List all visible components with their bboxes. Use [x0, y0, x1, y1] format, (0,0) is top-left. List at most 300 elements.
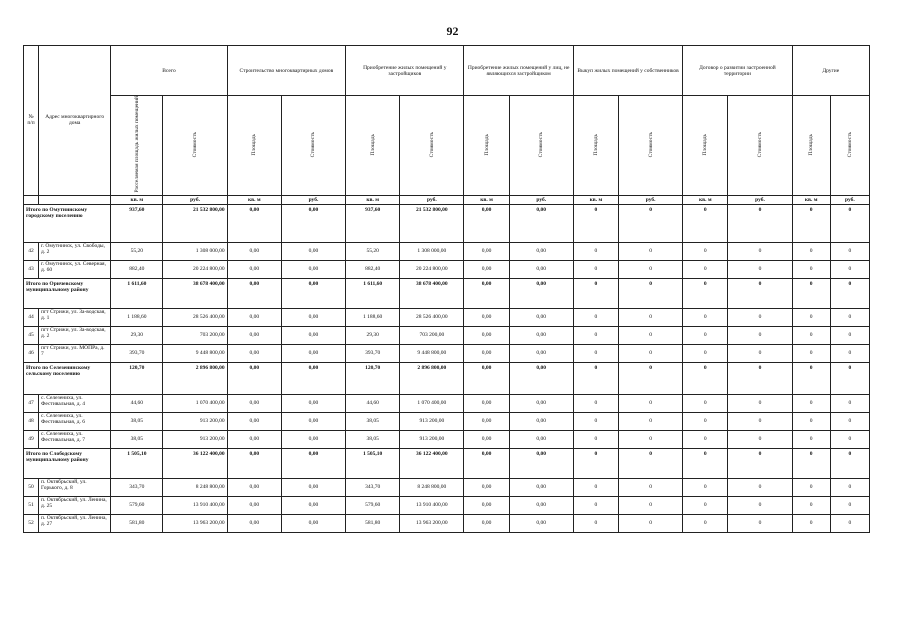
unit-cost: руб.: [509, 195, 573, 204]
cost-cell: 0: [830, 326, 869, 344]
area-cell: 0: [683, 344, 728, 362]
cost-cell: 0: [619, 448, 683, 478]
cost-cell: 913 200,00: [163, 412, 227, 430]
cost-cell: 0: [830, 242, 869, 260]
area-cell: 0: [683, 430, 728, 448]
cost-cell: 0: [728, 412, 792, 430]
cost-cell: 13 910 400,00: [400, 496, 464, 514]
cost-cell: 0: [619, 308, 683, 326]
cost-cell: 0: [830, 278, 869, 308]
cost-cell: 0: [728, 496, 792, 514]
area-cell: 0,00: [227, 278, 281, 308]
area-cell: 0,00: [464, 448, 509, 478]
area-cell: 0: [573, 344, 618, 362]
cost-cell: 0: [830, 308, 869, 326]
cost-cell: 0: [728, 430, 792, 448]
area-cell: 343,70: [346, 478, 400, 496]
area-cell: 0: [792, 326, 830, 344]
unit-cost: руб.: [400, 195, 464, 204]
area-cell: 38,05: [346, 412, 400, 430]
area-cell: 0: [573, 362, 618, 394]
area-cell: 937,60: [346, 204, 400, 242]
area-cell: 0: [573, 308, 618, 326]
cost-cell: 0: [728, 344, 792, 362]
cost-cell: 0,00: [509, 430, 573, 448]
area-cell: 55,20: [111, 242, 163, 260]
area-cell: 0,00: [227, 412, 281, 430]
row-address: пгт Стрижи, ул. За-водская, д. 2: [39, 326, 111, 344]
row-address: п. Октябрьский, ул. Ленина, д. 25: [39, 496, 111, 514]
subheader-cost: Стоимость: [846, 131, 853, 157]
area-cell: 0: [683, 394, 728, 412]
area-cell: 0: [792, 308, 830, 326]
area-cell: 0,00: [464, 394, 509, 412]
area-cell: 0: [792, 260, 830, 278]
cost-cell: 20 224 800,00: [163, 260, 227, 278]
area-cell: 0: [573, 204, 618, 242]
units-cell-empty: [39, 195, 111, 204]
subheader-resettled-area: Расселяемая площадь жилых помещений: [133, 96, 140, 193]
cost-cell: 0: [728, 394, 792, 412]
subheader-cost: Стоимость: [428, 131, 435, 157]
row-number: 42: [24, 242, 39, 260]
cost-cell: 0,00: [509, 242, 573, 260]
area-cell: 0,00: [464, 260, 509, 278]
area-cell: 1 505,10: [346, 448, 400, 478]
cost-cell: 703 200,00: [400, 326, 464, 344]
cost-cell: 0: [830, 362, 869, 394]
subtotal-row: [24, 362, 870, 394]
area-cell: 120,70: [346, 362, 400, 394]
table-row: [24, 308, 870, 326]
cost-cell: 0: [728, 278, 792, 308]
area-cell: 120,70: [111, 362, 163, 394]
subheader-cell: [728, 96, 792, 196]
cost-cell: 0: [619, 242, 683, 260]
cost-cell: 0: [830, 394, 869, 412]
cost-cell: 0,00: [509, 344, 573, 362]
area-cell: 0,00: [227, 326, 281, 344]
area-cell: 38,05: [346, 430, 400, 448]
table-row: [24, 430, 870, 448]
unit-area: кв. м: [573, 195, 618, 204]
area-cell: 0,00: [227, 478, 281, 496]
subheader-cell: [400, 96, 464, 196]
subheader-cost: Стоимость: [647, 131, 654, 157]
area-cell: 0: [792, 278, 830, 308]
subheader-cell: [792, 96, 830, 196]
area-cell: 0,00: [227, 204, 281, 242]
cost-cell: 0,00: [281, 394, 345, 412]
area-cell: 0: [792, 242, 830, 260]
area-cell: 38,05: [111, 430, 163, 448]
area-cell: 0,00: [464, 204, 509, 242]
area-cell: 0: [573, 448, 618, 478]
area-cell: 0,00: [464, 496, 509, 514]
area-cell: 55,20: [346, 242, 400, 260]
area-cell: 29,30: [111, 326, 163, 344]
area-cell: 1 505,10: [111, 448, 163, 478]
area-cell: 0: [573, 430, 618, 448]
cost-cell: 1 070 400,00: [400, 394, 464, 412]
area-cell: 0: [792, 430, 830, 448]
table-row: [24, 260, 870, 278]
cost-cell: 20 224 800,00: [400, 260, 464, 278]
cost-cell: 2 896 800,00: [163, 362, 227, 394]
row-address: пгт Стрижи, ул. За-водская, д. 1: [39, 308, 111, 326]
cost-cell: 0: [728, 326, 792, 344]
row-address: с. Селезениха, ул. Фестивальная, д. 7: [39, 430, 111, 448]
cost-cell: 0,00: [281, 204, 345, 242]
cost-cell: 8 248 800,00: [163, 478, 227, 496]
cost-cell: 0: [619, 204, 683, 242]
cost-cell: 0,00: [281, 448, 345, 478]
cost-cell: 703 200,00: [163, 326, 227, 344]
area-cell: 0,00: [227, 362, 281, 394]
cost-cell: 0,00: [281, 430, 345, 448]
row-number: 43: [24, 260, 39, 278]
table-row: [24, 344, 870, 362]
subtotal-row: [24, 448, 870, 478]
cost-cell: 1 308 000,00: [400, 242, 464, 260]
cost-cell: 0,00: [509, 260, 573, 278]
area-cell: 0: [792, 412, 830, 430]
subtotal-label: Итого по Омутнинскому городскому поселению: [24, 204, 111, 242]
unit-cost: руб.: [830, 195, 869, 204]
cost-cell: 0: [830, 496, 869, 514]
area-cell: 0: [792, 496, 830, 514]
area-cell: 0: [683, 260, 728, 278]
table-row: [24, 412, 870, 430]
area-cell: 882,40: [346, 260, 400, 278]
cost-cell: 13 963 200,00: [163, 514, 227, 532]
cost-cell: 21 532 800,00: [163, 204, 227, 242]
area-cell: 343,70: [111, 478, 163, 496]
cost-cell: 0,00: [509, 394, 573, 412]
table-row: [24, 242, 870, 260]
subheader-cost: Стоимость: [192, 131, 199, 157]
cost-cell: 0,00: [509, 496, 573, 514]
area-cell: 0,00: [464, 412, 509, 430]
cost-cell: 0,00: [509, 362, 573, 394]
cost-cell: 0,00: [281, 514, 345, 532]
cost-cell: 28 526 400,00: [163, 308, 227, 326]
subheader-cell: [573, 96, 618, 196]
area-cell: 393,70: [111, 344, 163, 362]
cost-cell: 38 678 400,00: [163, 278, 227, 308]
table-row: [24, 514, 870, 532]
unit-area: кв. м: [683, 195, 728, 204]
area-cell: 0,00: [464, 514, 509, 532]
cost-cell: 0,00: [509, 448, 573, 478]
subheader-cell: [227, 96, 281, 196]
cost-cell: 0,00: [281, 308, 345, 326]
table-row: [24, 326, 870, 344]
row-number: 50: [24, 478, 39, 496]
subheader-cell: [111, 96, 163, 196]
area-cell: 0: [573, 496, 618, 514]
area-cell: 393,70: [346, 344, 400, 362]
cost-cell: 0,00: [281, 260, 345, 278]
header-group-other: Другие: [792, 46, 869, 96]
area-cell: 579,60: [346, 496, 400, 514]
row-number: 47: [24, 394, 39, 412]
unit-area: кв. м: [346, 195, 400, 204]
row-address: с. Селезениха, ул. Фестивальная, д. 6: [39, 412, 111, 430]
cost-cell: 0,00: [281, 326, 345, 344]
subheader-cell: [346, 96, 400, 196]
header-group-development-contract: Договор о развитии застроенной территории: [683, 46, 792, 96]
cost-cell: 0,00: [509, 478, 573, 496]
cost-cell: 13 910 400,00: [163, 496, 227, 514]
area-cell: 0: [683, 496, 728, 514]
cost-cell: 0: [619, 514, 683, 532]
area-cell: 0,00: [227, 308, 281, 326]
area-cell: 0: [792, 514, 830, 532]
cost-cell: 0: [830, 412, 869, 430]
unit-area: кв. м: [792, 195, 830, 204]
area-cell: 1 611,60: [346, 278, 400, 308]
row-address: г. Омутнинск, ул. Свободы, д. 2: [39, 242, 111, 260]
cost-cell: 0: [830, 430, 869, 448]
area-cell: 0: [792, 448, 830, 478]
area-cell: 0: [683, 308, 728, 326]
area-cell: 0: [792, 344, 830, 362]
cost-cell: 0: [728, 242, 792, 260]
unit-cost: руб.: [281, 195, 345, 204]
area-cell: 0,00: [227, 394, 281, 412]
header-group-construction: Строительство многоквартирных домов: [227, 46, 345, 96]
cost-cell: 0,00: [281, 278, 345, 308]
cost-cell: 0: [728, 448, 792, 478]
cost-cell: 913 200,00: [163, 430, 227, 448]
units-cell-empty: [24, 195, 39, 204]
area-cell: 0: [792, 394, 830, 412]
area-cell: 0: [573, 260, 618, 278]
row-number: 44: [24, 308, 39, 326]
area-cell: 0: [573, 412, 618, 430]
subheader-area: Площадь: [702, 133, 709, 155]
unit-cost: руб.: [163, 195, 227, 204]
cost-cell: 0: [619, 326, 683, 344]
table-row: [24, 496, 870, 514]
cost-cell: 0: [619, 362, 683, 394]
subheader-cell: [281, 96, 345, 196]
subtotal-label: Итого по Слободскому муниципальному району: [24, 448, 111, 478]
cost-cell: 0,00: [509, 514, 573, 532]
table-row: [24, 478, 870, 496]
area-cell: 0,00: [464, 478, 509, 496]
cost-cell: 36 122 400,00: [400, 448, 464, 478]
area-cell: 0,00: [227, 496, 281, 514]
area-cell: 0,00: [227, 242, 281, 260]
area-cell: 1 188,60: [111, 308, 163, 326]
area-cell: 0: [573, 478, 618, 496]
header-group-purchase-non-developers: Приобретение жилых помещений у лиц, не являющихся застройщиком: [464, 46, 573, 96]
unit-cost: руб.: [619, 195, 683, 204]
subheader-cost: Стоимость: [538, 131, 545, 157]
area-cell: 0: [683, 204, 728, 242]
cost-cell: 0,00: [281, 362, 345, 394]
subheader-cell: [163, 96, 227, 196]
cost-cell: 0,00: [509, 308, 573, 326]
cost-cell: 8 248 800,00: [400, 478, 464, 496]
subheader-cell: [683, 96, 728, 196]
subheader-area: Площадь: [808, 133, 815, 155]
cost-cell: 21 532 800,00: [400, 204, 464, 242]
area-cell: 0: [683, 278, 728, 308]
area-cell: 0,00: [227, 344, 281, 362]
area-cell: 44,60: [111, 394, 163, 412]
area-cell: 29,30: [346, 326, 400, 344]
unit-area: кв. м: [111, 195, 163, 204]
cost-cell: 0: [830, 344, 869, 362]
cost-cell: 38 678 400,00: [400, 278, 464, 308]
subheader-cell: [464, 96, 509, 196]
cost-cell: 0: [619, 260, 683, 278]
header-group-total: Всего: [111, 46, 227, 96]
area-cell: 0,00: [227, 514, 281, 532]
area-cell: 581,80: [111, 514, 163, 532]
cost-cell: 1 070 400,00: [163, 394, 227, 412]
cost-cell: 0: [728, 478, 792, 496]
cost-cell: 0: [830, 260, 869, 278]
cost-cell: 913 200,00: [400, 430, 464, 448]
header-group-buyout: Выкуп жилых помещений у собственников: [573, 46, 682, 96]
subheader-cost: Стоимость: [310, 131, 317, 157]
area-cell: 0: [683, 514, 728, 532]
area-cell: 0: [683, 242, 728, 260]
resettlement-table: [23, 45, 870, 533]
subheader-area: Площадь: [592, 133, 599, 155]
cost-cell: 0,00: [509, 412, 573, 430]
subheader-cost: Стоимость: [756, 131, 763, 157]
area-cell: 44,60: [346, 394, 400, 412]
area-cell: 0: [683, 362, 728, 394]
row-number: 45: [24, 326, 39, 344]
area-cell: 38,05: [111, 412, 163, 430]
header-group-purchase-developers: Приобретение жилых помещений у застройщиков: [346, 46, 464, 96]
cost-cell: 0,00: [281, 496, 345, 514]
cost-cell: 0: [619, 496, 683, 514]
cost-cell: 9 448 800,00: [400, 344, 464, 362]
subheader-area: Площадь: [483, 133, 490, 155]
cost-cell: 0: [619, 394, 683, 412]
area-cell: 0: [792, 478, 830, 496]
area-cell: 581,80: [346, 514, 400, 532]
cost-cell: 0,00: [281, 412, 345, 430]
area-cell: 882,40: [111, 260, 163, 278]
cost-cell: 0: [619, 412, 683, 430]
area-cell: 0,00: [464, 278, 509, 308]
area-cell: 0,00: [464, 362, 509, 394]
area-cell: 0,00: [464, 430, 509, 448]
subtotal-row: [24, 278, 870, 308]
cost-cell: 0,00: [281, 242, 345, 260]
table-row: [24, 394, 870, 412]
area-cell: 0: [792, 362, 830, 394]
cost-cell: 0,00: [509, 326, 573, 344]
cost-cell: 0: [830, 448, 869, 478]
cost-cell: 913 200,00: [400, 412, 464, 430]
cost-cell: 0,00: [281, 478, 345, 496]
cost-cell: 0,00: [509, 204, 573, 242]
unit-cost: руб.: [728, 195, 792, 204]
cost-cell: 0: [830, 204, 869, 242]
area-cell: 0,00: [464, 242, 509, 260]
area-cell: 0,00: [464, 308, 509, 326]
cost-cell: 1 308 000,00: [163, 242, 227, 260]
cost-cell: 28 526 400,00: [400, 308, 464, 326]
area-cell: 1 611,60: [111, 278, 163, 308]
unit-area: кв. м: [227, 195, 281, 204]
cost-cell: 36 122 400,00: [163, 448, 227, 478]
area-cell: 937,60: [111, 204, 163, 242]
area-cell: 0,00: [227, 260, 281, 278]
cost-cell: 0: [619, 344, 683, 362]
cost-cell: 0: [619, 278, 683, 308]
cost-cell: 0: [728, 204, 792, 242]
area-cell: 0: [573, 242, 618, 260]
cost-cell: 9 448 800,00: [163, 344, 227, 362]
area-cell: 0: [573, 394, 618, 412]
row-address: пгт Стрижи, ул. МОПРа, д. 7: [39, 344, 111, 362]
row-number: 46: [24, 344, 39, 362]
cost-cell: 0: [728, 308, 792, 326]
area-cell: 0: [683, 448, 728, 478]
area-cell: 0: [573, 326, 618, 344]
area-cell: 0: [792, 204, 830, 242]
area-cell: 0,00: [464, 326, 509, 344]
cost-cell: 0: [830, 514, 869, 532]
area-cell: 1 188,60: [346, 308, 400, 326]
area-cell: 0,00: [227, 430, 281, 448]
subheader-area: Площадь: [251, 133, 258, 155]
cost-cell: 0: [619, 478, 683, 496]
subtotal-row: [24, 204, 870, 242]
area-cell: 0: [683, 412, 728, 430]
row-number: 48: [24, 412, 39, 430]
cost-cell: 0,00: [509, 278, 573, 308]
header-no: № п/п: [24, 46, 39, 196]
row-address: п. Октябрьский, ул. Горького, д. 8: [39, 478, 111, 496]
subheader-cell: [830, 96, 869, 196]
cost-cell: 2 896 800,00: [400, 362, 464, 394]
cost-cell: 0: [728, 362, 792, 394]
subheader-cell: [509, 96, 573, 196]
subheader-cell: [619, 96, 683, 196]
subtotal-label: Итого по Селезенинскому сельскому поселению: [24, 362, 111, 394]
area-cell: 0: [573, 514, 618, 532]
area-cell: 0: [683, 478, 728, 496]
area-cell: 0,00: [464, 344, 509, 362]
area-cell: 0: [573, 278, 618, 308]
unit-area: кв. м: [464, 195, 509, 204]
cost-cell: 0: [830, 478, 869, 496]
cost-cell: 13 963 200,00: [400, 514, 464, 532]
cost-cell: 0: [728, 514, 792, 532]
area-cell: 0: [683, 326, 728, 344]
subheader-area: Площадь: [369, 133, 376, 155]
row-number: 49: [24, 430, 39, 448]
header-address: Адрес многоквартирного дома: [39, 46, 111, 196]
row-number: 52: [24, 514, 39, 532]
area-cell: 0,00: [227, 448, 281, 478]
subtotal-label: Итого по Оричевскому муниципальному району: [24, 278, 111, 308]
cost-cell: 0,00: [281, 344, 345, 362]
row-address: с. Селезениха, ул. Фестивальная, д. 4: [39, 394, 111, 412]
row-number: 51: [24, 496, 39, 514]
